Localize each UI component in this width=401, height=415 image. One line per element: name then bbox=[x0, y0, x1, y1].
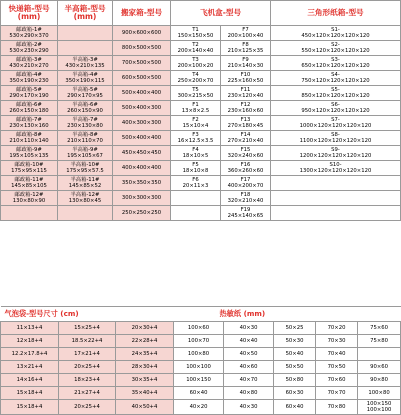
plane-box-cell: F6 20×11×3 bbox=[171, 176, 221, 191]
triangle-box-cell: S10- 1300×120×120×120×120 bbox=[271, 161, 401, 176]
half-height-box-cell bbox=[58, 206, 113, 221]
half-height-box-cell: 半高箱-5# 290×170×95 bbox=[58, 86, 113, 101]
express-box-cell: 邮政箱-9# 195×105×135 bbox=[1, 146, 58, 161]
moving-box-cell: 400×300×300 bbox=[113, 116, 171, 131]
plane-box-cell bbox=[171, 191, 221, 206]
moving-box-cell: 500×400×400 bbox=[113, 131, 171, 146]
moving-box-cell: 450×450×450 bbox=[113, 146, 171, 161]
moving-box-cell: 900×600×600 bbox=[113, 26, 171, 41]
express-box-cell: 邮政箱-5# 290×170×190 bbox=[1, 86, 58, 101]
table-row bbox=[1, 101, 401, 116]
thermal-paper-size-cell: 40×80 bbox=[224, 387, 274, 400]
bubble-bag-size-cell: 28×30+4 bbox=[116, 361, 174, 374]
triangle-box-cell bbox=[271, 206, 401, 221]
moving-box-cell: 600×500×500 bbox=[113, 71, 171, 86]
thermal-paper-size-cell: 100×80 bbox=[358, 387, 401, 400]
table-row bbox=[1, 387, 401, 400]
thermal-paper-size-cell: 70×30 bbox=[316, 335, 358, 348]
thermal-paper-size-cell: 40×50 bbox=[224, 348, 274, 361]
express-box-cell: 邮政箱-3# 430×210×270 bbox=[1, 56, 58, 71]
bubble-bag-size-cell: 17×21+4 bbox=[59, 348, 116, 361]
header-bubble-bag: 气泡袋-型号尺寸 (cm) bbox=[1, 307, 174, 322]
plane-box-cell: F16 360×260×60 bbox=[221, 161, 271, 176]
thermal-paper-size-cell: 70×80 bbox=[316, 400, 358, 415]
plane-box-cell bbox=[171, 206, 221, 221]
table-row bbox=[1, 206, 401, 221]
header-thermal-paper: 热敏纸 (mm) bbox=[174, 307, 401, 322]
moving-box-cell: 500×400×400 bbox=[113, 86, 171, 101]
bubble-bag-size-cell: 30×35+4 bbox=[116, 374, 174, 387]
express-box-cell: 邮政箱-8# 210×110×140 bbox=[1, 131, 58, 146]
table-row bbox=[1, 176, 401, 191]
bubble-bag-size-cell: 40×50+4 bbox=[116, 400, 174, 415]
half-height-box-cell: 半高箱-6# 260×150×90 bbox=[58, 101, 113, 116]
bottom-table-header-row bbox=[1, 307, 401, 322]
triangle-box-cell: S8- 1100×120×120×120×120 bbox=[271, 131, 401, 146]
plane-box-cell: F15 320×240×60 bbox=[221, 146, 271, 161]
thermal-paper-size-cell: 70×40 bbox=[316, 348, 358, 361]
bubble-bag-size-cell: 13×21+4 bbox=[1, 361, 59, 374]
plane-box-cell: T1 150×150×50 bbox=[171, 26, 221, 41]
table-row bbox=[1, 86, 401, 101]
plane-box-cell: F9 210×140×30 bbox=[221, 56, 271, 71]
table-row bbox=[1, 161, 401, 176]
triangle-box-cell: S4- 750×120×120×120×120 bbox=[271, 71, 401, 86]
triangle-box-cell: S3- 650×120×120×120×120 bbox=[271, 56, 401, 71]
triangle-box-cell bbox=[271, 191, 401, 206]
thermal-paper-size-cell bbox=[358, 348, 401, 361]
thermal-paper-size-cell: 90×80 bbox=[358, 374, 401, 387]
thermal-paper-size-cell: 40×60 bbox=[224, 361, 274, 374]
express-box-cell: 邮政箱-4# 350×190×230 bbox=[1, 71, 58, 86]
half-height-box-cell: 半高箱-4# 350×190×115 bbox=[58, 71, 113, 86]
bubble-bag-size-cell: 12×18+4 bbox=[1, 335, 59, 348]
table-row bbox=[1, 348, 401, 361]
plane-box-cell: F1 13×8×2.5 bbox=[171, 101, 221, 116]
half-height-box-cell: 半高箱-3# 430×210×135 bbox=[58, 56, 113, 71]
thermal-paper-size-cell: 70×50 bbox=[316, 361, 358, 374]
bubble-bag-size-cell: 20×25+4 bbox=[59, 361, 116, 374]
plane-box-cell: T2 200×140×40 bbox=[171, 41, 221, 56]
triangle-box-cell: S5- 850×120×120×120×120 bbox=[271, 86, 401, 101]
thermal-paper-size-cell: 70×70 bbox=[316, 387, 358, 400]
table-row bbox=[1, 131, 401, 146]
triangle-box-cell: S2- 550×120×120×120×120 bbox=[271, 41, 401, 56]
table-row bbox=[1, 146, 401, 161]
moving-box-cell: 700×500×500 bbox=[113, 56, 171, 71]
bubble-bag-size-cell: 20×30+4 bbox=[116, 322, 174, 335]
plane-box-cell: F14 270×210×40 bbox=[221, 131, 271, 146]
plane-box-cell: F7 200×100×40 bbox=[221, 26, 271, 41]
thermal-paper-size-cell: 40×30 bbox=[224, 322, 274, 335]
thermal-paper-size-cell: 100×70 bbox=[174, 335, 224, 348]
header-moving-box: 搬家箱-型号 bbox=[113, 1, 171, 26]
thermal-paper-size-cell: 40×70 bbox=[224, 374, 274, 387]
thermal-paper-size-cell: 60×30 bbox=[274, 387, 316, 400]
thermal-paper-size-cell: 70×60 bbox=[316, 374, 358, 387]
triangle-box-cell: S6- 950×120×120×120×120 bbox=[271, 101, 401, 116]
plane-box-cell: F3 16×12.5×3.5 bbox=[171, 131, 221, 146]
half-height-box-cell: 半高箱-11# 145×85×52 bbox=[58, 176, 113, 191]
half-height-box-cell: 半高箱-12# 130×80×45 bbox=[58, 191, 113, 206]
bubble-thermal-table bbox=[0, 306, 401, 415]
bubble-bag-size-cell: 18.5×22+4 bbox=[59, 335, 116, 348]
thermal-paper-size-cell: 50×25 bbox=[274, 322, 316, 335]
table-row bbox=[1, 374, 401, 387]
bubble-bag-size-cell: 21×27+4 bbox=[59, 387, 116, 400]
plane-box-cell: F13 270×180×45 bbox=[221, 116, 271, 131]
bubble-bag-size-cell: 20×25+4 bbox=[59, 400, 116, 415]
thermal-paper-size-cell: 40×20 bbox=[174, 400, 224, 415]
moving-box-cell: 250×250×250 bbox=[113, 206, 171, 221]
express-box-cell: 邮政箱-11# 145×85×105 bbox=[1, 176, 58, 191]
half-height-box-cell: 半高箱-8# 210×110×70 bbox=[58, 131, 113, 146]
express-box-cell: 邮政箱-2# 530×230×290 bbox=[1, 41, 58, 56]
plane-box-cell: F11 230×120×40 bbox=[221, 86, 271, 101]
plane-box-cell: T5 300×215×50 bbox=[171, 86, 221, 101]
triangle-box-cell bbox=[271, 176, 401, 191]
half-height-box-cell bbox=[58, 41, 113, 56]
half-height-box-cell bbox=[58, 26, 113, 41]
bubble-bag-size-cell: 15×18+4 bbox=[1, 400, 59, 415]
thermal-paper-size-cell: 40×40 bbox=[224, 335, 274, 348]
bubble-bag-size-cell: 15×25+4 bbox=[59, 322, 116, 335]
table-row bbox=[1, 56, 401, 71]
thermal-paper-size-cell: 50×50 bbox=[274, 361, 316, 374]
table-row bbox=[1, 116, 401, 131]
header-triangle-box: 三角形纸箱-型号 bbox=[271, 1, 401, 26]
plane-box-cell: F18 320×210×40 bbox=[221, 191, 271, 206]
table-row bbox=[1, 191, 401, 206]
bubble-bag-size-cell: 15×18+4 bbox=[1, 387, 59, 400]
plane-box-cell: F12 230×160×60 bbox=[221, 101, 271, 116]
moving-box-cell: 800×500×500 bbox=[113, 41, 171, 56]
table-row bbox=[1, 41, 401, 56]
moving-box-cell: 500×400×300 bbox=[113, 101, 171, 116]
plane-box-cell: F4 18×10×5 bbox=[171, 146, 221, 161]
thermal-paper-size-cell: 70×20 bbox=[316, 322, 358, 335]
thermal-paper-size-cell: 50×80 bbox=[274, 374, 316, 387]
bubble-bag-size-cell: 11×13+4 bbox=[1, 322, 59, 335]
express-box-cell bbox=[1, 206, 58, 221]
thermal-paper-size-cell: 100×150 100×100 bbox=[358, 400, 401, 415]
header-half-height-box: 半高箱-型号(mm) bbox=[58, 1, 113, 26]
header-express-box: 快递箱-型号(mm) bbox=[1, 1, 58, 26]
thermal-paper-size-cell: 60×40 bbox=[274, 400, 316, 415]
box-table-header-row bbox=[1, 1, 401, 26]
thermal-paper-size-cell: 60×40 bbox=[174, 387, 224, 400]
thermal-paper-size-cell: 90×60 bbox=[358, 361, 401, 374]
table-row bbox=[1, 335, 401, 348]
triangle-box-cell: S9- 1200×120×120×120×120 bbox=[271, 146, 401, 161]
plane-box-cell: F10 225×160×50 bbox=[221, 71, 271, 86]
moving-box-cell: 300×300×300 bbox=[113, 191, 171, 206]
bubble-bag-size-cell: 18×23+4 bbox=[59, 374, 116, 387]
table-row bbox=[1, 322, 401, 335]
express-box-cell: 邮政箱-7# 230×130×160 bbox=[1, 116, 58, 131]
half-height-box-cell: 半高箱-7# 230×130×80 bbox=[58, 116, 113, 131]
express-box-cell: 邮政箱-6# 260×150×180 bbox=[1, 101, 58, 116]
thermal-paper-size-cell: 100×60 bbox=[174, 322, 224, 335]
thermal-paper-size-cell: 100×150 bbox=[174, 374, 224, 387]
thermal-paper-size-cell: 50×40 bbox=[274, 348, 316, 361]
plane-box-cell: F17 400×200×70 bbox=[221, 176, 271, 191]
thermal-paper-size-cell: 75×80 bbox=[358, 335, 401, 348]
bubble-bag-size-cell: 22×28+4 bbox=[116, 335, 174, 348]
thermal-paper-size-cell: 100×80 bbox=[174, 348, 224, 361]
triangle-box-cell: S7- 1000×120×120×120×120 bbox=[271, 116, 401, 131]
table-row bbox=[1, 71, 401, 86]
bubble-bag-size-cell: 14×16+4 bbox=[1, 374, 59, 387]
table-row bbox=[1, 400, 401, 415]
moving-box-cell: 400×400×400 bbox=[113, 161, 171, 176]
bubble-bag-size-cell: 35×40+4 bbox=[116, 387, 174, 400]
table-row bbox=[1, 26, 401, 41]
header-plane-box: 飞机盒-型号 bbox=[171, 1, 271, 26]
half-height-box-cell: 半高箱-9# 195×105×67 bbox=[58, 146, 113, 161]
thermal-paper-size-cell: 100×100 bbox=[174, 361, 224, 374]
thermal-paper-size-cell: 40×30 bbox=[224, 400, 274, 415]
thermal-paper-size-cell: 75×60 bbox=[358, 322, 401, 335]
thermal-paper-size-cell: 50×30 bbox=[274, 335, 316, 348]
plane-box-cell: T3 200×100×20 bbox=[171, 56, 221, 71]
express-box-cell: 邮政箱-12# 130×80×90 bbox=[1, 191, 58, 206]
plane-box-cell: T4 250×200×70 bbox=[171, 71, 221, 86]
moving-box-cell: 350×350×350 bbox=[113, 176, 171, 191]
bubble-bag-size-cell: 12.2×17.8+4 bbox=[1, 348, 59, 361]
plane-box-cell: F5 18×10×8 bbox=[171, 161, 221, 176]
plane-box-cell: F2 15×10×4 bbox=[171, 116, 221, 131]
plane-box-cell: F8 210×125×35 bbox=[221, 41, 271, 56]
half-height-box-cell: 半高箱-10# 175×95×57.5 bbox=[58, 161, 113, 176]
plane-box-cell: F19 245×140×65 bbox=[221, 206, 271, 221]
bubble-bag-size-cell: 24×35+4 bbox=[116, 348, 174, 361]
triangle-box-cell: S1- 450×120×120×120×120 bbox=[271, 26, 401, 41]
express-box-cell: 邮政箱-10# 175×95×115 bbox=[1, 161, 58, 176]
express-box-cell: 邮政箱-1# 530×290×370 bbox=[1, 26, 58, 41]
table-row bbox=[1, 361, 401, 374]
